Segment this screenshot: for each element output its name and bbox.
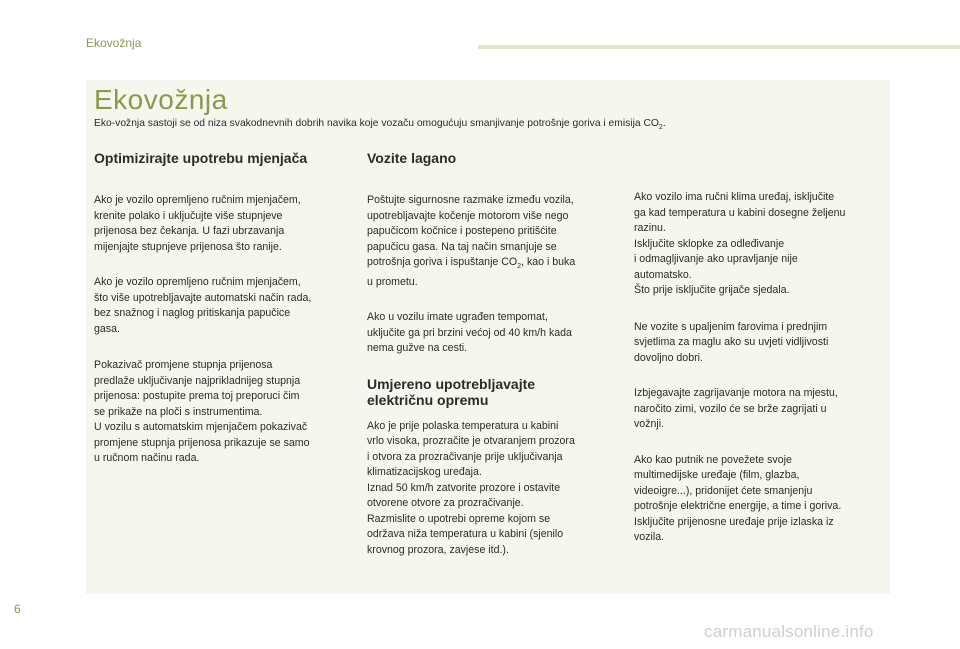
intro-text-end: . (662, 118, 666, 129)
drive-smoothly-text-2: , kao i buka u prometu. (367, 256, 576, 288)
equipment-paragraph-3: Izbjegavajte zagrijavanje motora na mjestu, naročito zimi, vozilo će se brže zagrijati u vožnji. (634, 387, 838, 430)
electrical-paragraph: Ako je prije polaska temperatura u kabini vrlo visoka, prozračite je otvaranjem prozora i otvora za prozračivanje prije uključivanja klimatizacijskog uređaja. Iznad 50 km/h zatvorite prozore i ostavite otvorene otvore za prozračivanje. Razmislite o upotrebi opreme kojom se održava niža temperatura u kabini (sjenilo krovnog prozora, zavjese itd.). (367, 419, 575, 556)
intro-text (94, 117, 884, 135)
intro-co2-subscript: 2 (658, 124, 663, 132)
gearbox-paragraph-1: Ako je vozilo opremljeno ručnim mjenjačem, krenite polako i uključujte više stupnjeve prijenosa bez čekanja. U fazi ubrzavanja mijenjajte stupnjeve prijenosa što ranije. (94, 194, 301, 253)
column-gearbox (94, 150, 356, 467)
gearbox-paragraph-2: Ako je vozilo opremljeno ručnim mjenjačem, što više upotrebljavajte automatski način rada, bez snažnog i naglog pritiskanja papučice gasa. (94, 276, 312, 335)
watermark: carmanualsonline.info (704, 622, 874, 641)
section-rule (478, 45, 960, 49)
equipment-paragraph-1: Ako vozilo ima ručni klima uređaj, isključite ga kad temperatura u kabini dosegne željenu razinu. Isključite sklopke za odleđivanje i odmagljivanje ako upravljanje nije automatsko. Što prije isključite grijače sjedala. (634, 191, 846, 296)
drive-smoothly-paragraph-1 (367, 193, 625, 290)
drive-smoothly-paragraph-2: Ako u vozilu imate ugrađen tempomat, uključite ga pri brzini većoj od 40 km/h kada nema gužve na cesti. (367, 311, 572, 355)
column-drive-smoothly (367, 150, 625, 558)
co2-subscript: 2 (517, 263, 522, 271)
equipment-paragraph-4: Ako kao putnik ne povežete svoje multimedijske uređaje (film, glazba, videoigre...), pridonijet ćete smanjenju potrošnje električne energije, a time i goriva. Isključite prijenosne uređaje prije izlaska iz vozila. (634, 453, 842, 543)
page-number: 6 (14, 602, 21, 616)
column-equipment (634, 190, 886, 546)
gearbox-paragraph-3: Pokazivač promjene stupnja prijenosa predlaže uključivanje najprikladnijeg stupnja prijenosa: postupite prema toj preporuci čim se prikaže na ploči s instrumentima. U vozilu s automatskim mjenjačem pokazivač promjene stupnja prijenosa prikazuje se samo u ručnom načinu rada. (94, 359, 310, 464)
page-title: Ekovožnja (94, 84, 228, 115)
equipment-paragraph-2: Ne vozite s upaljenim farovima i prednjim svjetlima za maglu ako su uvjeti vidljivosti dovoljno dobri. (634, 320, 829, 364)
section-label: Ekovožnja (86, 36, 142, 50)
heading-gearbox: Optimizirajte upotrebu mjenjača (94, 150, 308, 166)
intro-text-main: Eko-vožnja sastoji se od niza svakodnevnih dobrih navika koje vozaču omogućuju smanjivanje potrošnje goriva i emisija CO (94, 118, 659, 129)
heading-electrical-equipment: Umjereno upotrebljavajte električnu opremu (367, 375, 536, 408)
drive-smoothly-text-1: Poštujte sigurnosne razmake između vozila, upotrebljavajte kočenje motorom više nego papučicom kočnice i postepeno pritišćite papučicu gasa. Na taj način smanjuje se potrošnja goriva i ispuštanje CO (367, 194, 574, 268)
heading-drive-smoothly: Vozite lagano (367, 150, 457, 166)
